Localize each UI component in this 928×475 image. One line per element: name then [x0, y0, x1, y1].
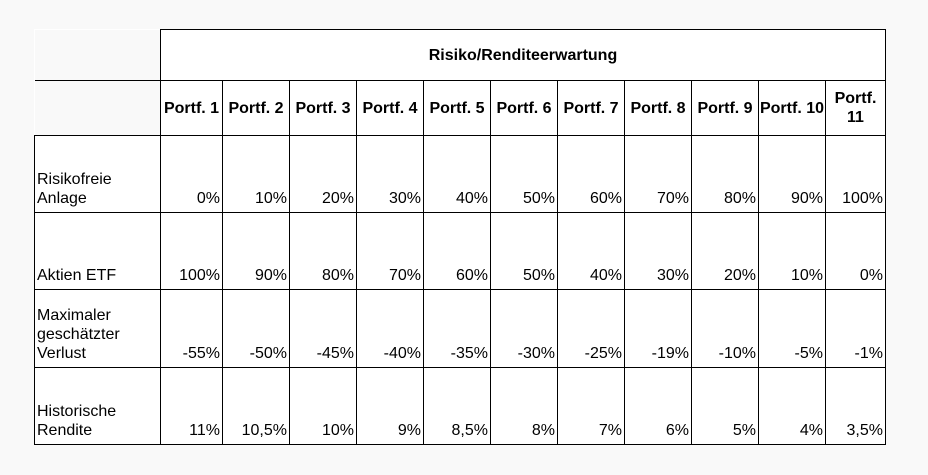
- table-cell: -19%: [625, 290, 692, 368]
- table-cell: 30%: [625, 213, 692, 290]
- table-cell: 0%: [826, 213, 886, 290]
- row-label: Risikofreie Anlage: [35, 136, 161, 213]
- table-cell: 70%: [357, 213, 424, 290]
- table-cell: 30%: [357, 136, 424, 213]
- table-row: [35, 368, 886, 445]
- table-cell: 50%: [491, 136, 558, 213]
- table-cell: 20%: [290, 136, 357, 213]
- table-cell: -25%: [558, 290, 625, 368]
- table-row: [35, 136, 886, 213]
- table-cell: 20%: [692, 213, 759, 290]
- title-row: [35, 30, 886, 81]
- portfolio-header: Portf. 10: [759, 81, 826, 136]
- portfolio-header: Portf. 9: [692, 81, 759, 136]
- table-cell: 10,5%: [223, 368, 290, 445]
- table-cell: 10%: [759, 213, 826, 290]
- table-cell: 6%: [625, 368, 692, 445]
- table-cell: -45%: [290, 290, 357, 368]
- table-cell: 4%: [759, 368, 826, 445]
- portfolio-header: Portf. 2: [223, 81, 290, 136]
- portfolio-header: Portf. 7: [558, 81, 625, 136]
- risk-return-table: [34, 29, 886, 445]
- table-row: [35, 290, 886, 368]
- table-cell: -10%: [692, 290, 759, 368]
- header-blank-cell: [35, 81, 161, 136]
- portfolio-header: Portf. 4: [357, 81, 424, 136]
- portfolio-header: Portf. 8: [625, 81, 692, 136]
- table-cell: 40%: [424, 136, 491, 213]
- table-cell: 90%: [759, 136, 826, 213]
- portfolio-header: Portf. 5: [424, 81, 491, 136]
- table-cell: 40%: [558, 213, 625, 290]
- table-cell: 9%: [357, 368, 424, 445]
- table-cell: -35%: [424, 290, 491, 368]
- table-cell: 11%: [161, 368, 223, 445]
- table-cell: 80%: [692, 136, 759, 213]
- table-title: Risiko/Renditeerwartung: [161, 30, 886, 81]
- portfolio-header: Portf. 3: [290, 81, 357, 136]
- table-cell: -5%: [759, 290, 826, 368]
- table-cell: -40%: [357, 290, 424, 368]
- table-cell: -1%: [826, 290, 886, 368]
- table-cell: 60%: [558, 136, 625, 213]
- table-cell: 90%: [223, 213, 290, 290]
- table-cell: 7%: [558, 368, 625, 445]
- table-cell: 8,5%: [424, 368, 491, 445]
- table-cell: 5%: [692, 368, 759, 445]
- corner-blank-cell: [35, 30, 161, 81]
- table-cell: 100%: [826, 136, 886, 213]
- table-cell: 50%: [491, 213, 558, 290]
- header-row: [35, 81, 886, 136]
- row-label: Aktien ETF: [35, 213, 161, 290]
- table-cell: 80%: [290, 213, 357, 290]
- table-cell: 60%: [424, 213, 491, 290]
- table-cell: 8%: [491, 368, 558, 445]
- row-label: Maximaler geschätzter Verlust: [35, 290, 161, 368]
- table-row: [35, 213, 886, 290]
- table-cell: 70%: [625, 136, 692, 213]
- table-cell: -55%: [161, 290, 223, 368]
- portfolio-header: Portf. 11: [826, 81, 886, 136]
- row-label: Historische Rendite: [35, 368, 161, 445]
- table-cell: 0%: [161, 136, 223, 213]
- table-cell: -50%: [223, 290, 290, 368]
- portfolio-header: Portf. 6: [491, 81, 558, 136]
- portfolio-header: Portf. 1: [161, 81, 223, 136]
- table-cell: 100%: [161, 213, 223, 290]
- table-cell: -30%: [491, 290, 558, 368]
- table-cell: 10%: [223, 136, 290, 213]
- table-cell: 10%: [290, 368, 357, 445]
- table-cell: 3,5%: [826, 368, 886, 445]
